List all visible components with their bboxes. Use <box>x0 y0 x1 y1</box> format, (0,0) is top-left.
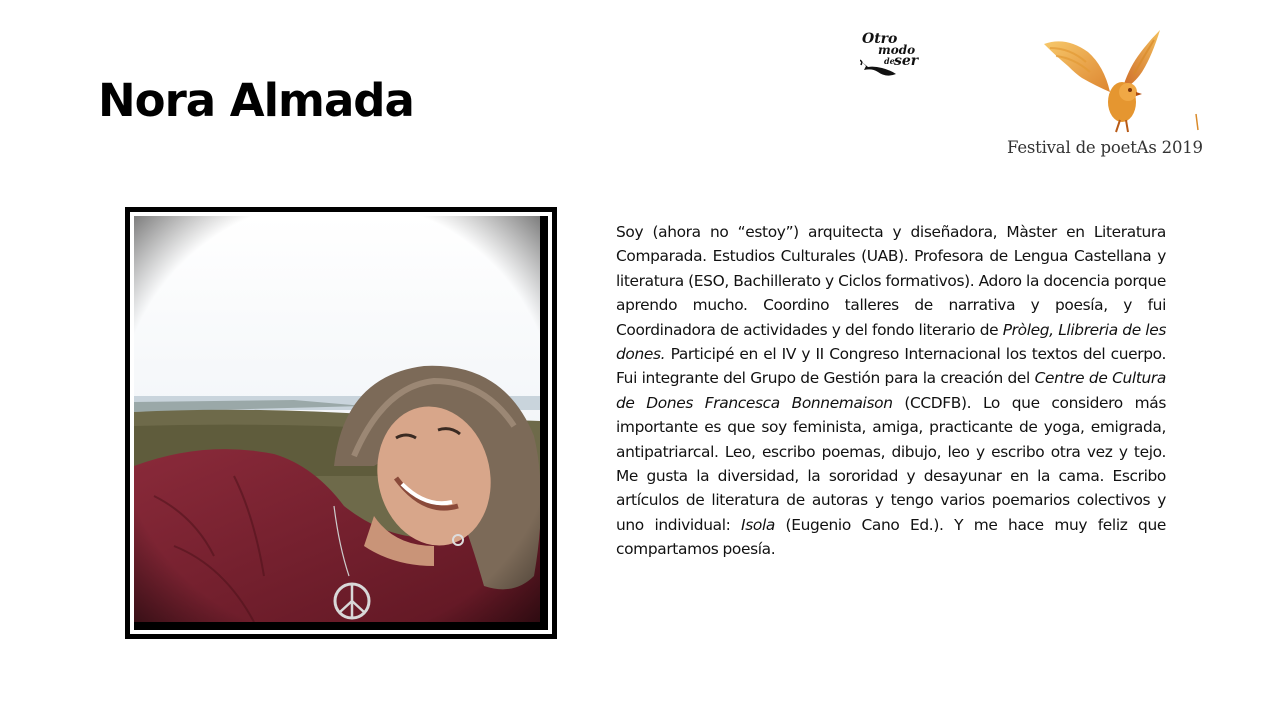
otro-modo-de-ser-logo <box>858 30 928 82</box>
festival-name: Festival de poetAs 2019 <box>1007 138 1203 157</box>
page-title: Nora Almada <box>98 74 414 127</box>
bio-italic-run: Pròleg, Llibreria de les dones. <box>616 320 1167 364</box>
photo-mat <box>130 212 552 634</box>
logo-text-ser: ser <box>894 53 919 69</box>
photo-border <box>134 216 548 630</box>
bio-text-run: Participé en el IV y II Congreso Internacional los textos del cuerpo. Fui integrante del Grupo de Gestión para la creación del <box>616 345 1166 388</box>
portrait-photo <box>134 216 540 622</box>
bio-text-run: (Eugenio Cano Ed.). Y me hace muy feliz que compartamos poesía. <box>616 515 1166 559</box>
bio-text <box>616 220 1166 562</box>
logo-text-otro: Otro <box>862 31 898 47</box>
bird-icon <box>1036 26 1206 136</box>
bio-italic-run: Centre de Cultura de Dones Francesca Bonnemaison <box>616 369 1166 412</box>
portrait-photo-frame <box>125 207 557 639</box>
bio-text-run: Soy (ahora no “estoy”) arquitecta y diseñadora, Màster en Literatura Comparada. Estudios Culturales (UAB). Profesora de Lengua Castellana y literatura (ESO, Bachillerato y Ciclos formativos). Adoro la docencia porque aprendo mucho. Coordino talleres de narrativa y poesía, y fui Coordinadora de actividades y del fondo literario de <box>616 223 1166 339</box>
logo-text-modo: modo <box>878 43 916 57</box>
festival-logo <box>1000 26 1210 166</box>
logo-text-de: de <box>884 56 895 66</box>
bio-italic-run: Isola <box>741 515 775 534</box>
bio-text-run: (CCDFB). Lo que considero más importante es que soy feminista, amiga, practicante de yoga, emigrada, antipatriarcal. Leo, escribo poemas, dibujo, leo y escribo otra vez y tejo. Me gusta la diversidad, la sororidad y desayunar en la cama. Escribo artículos de literatura de autoras y tengo varios poemarios colectivos y uno individual: <box>616 393 1166 534</box>
whale-icon <box>860 58 900 80</box>
